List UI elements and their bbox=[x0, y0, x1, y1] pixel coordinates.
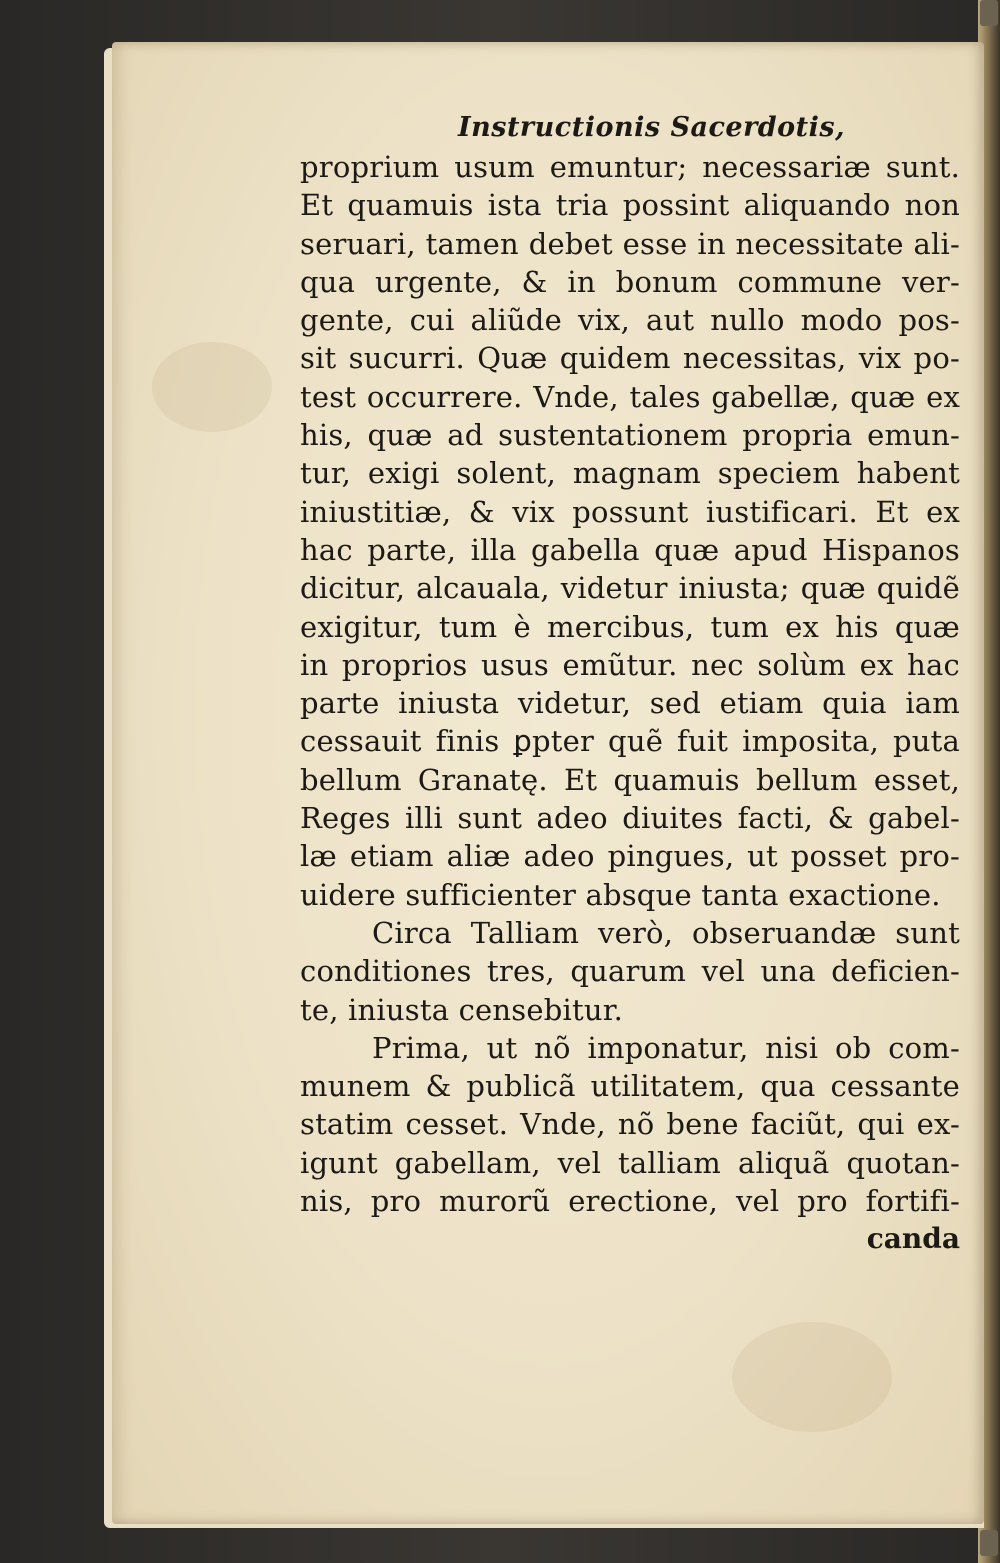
text-line: Prima, ut nõ imponatur, nisi ob com- bbox=[372, 1030, 960, 1065]
text-line: igunt gabellam, vel talliam aliquã quotan- bbox=[300, 1145, 960, 1180]
text-line: cessauit finis ꝑpter quẽ fuit imposita, puta bbox=[300, 724, 960, 759]
text-line: tur, exigi solent, magnam speciem habent bbox=[300, 456, 960, 491]
text-line: seruari, tamen debet esse in necessitate ali- bbox=[300, 226, 960, 261]
text-line: statim cesset. Vnde, nõ bene faciũt, qui ex- bbox=[300, 1107, 960, 1142]
text-line: test occurrere. Vnde, tales gabellæ, quæ ex bbox=[300, 379, 960, 414]
text-line: parte iniusta videtur, sed etiam quia iam bbox=[300, 686, 960, 721]
text-line: proprium usum emuntur; necessariæ sunt. bbox=[300, 150, 960, 184]
text-line: his, quæ ad sustentationem propria emun- bbox=[300, 418, 960, 453]
text-line: dicitur, alcauala, videtur iniusta; quæ quidẽ bbox=[300, 571, 960, 606]
text-line: bellum Granatę. Et quamuis bellum esset, bbox=[300, 762, 960, 797]
text-line: Et quamuis ista tria possint aliquando non bbox=[300, 188, 960, 223]
text-line: iniustitiæ, & vix possunt iustificari. Et ex bbox=[300, 494, 960, 529]
text-line: læ etiam aliæ adeo pingues, ut posset pro- bbox=[300, 839, 960, 874]
text-line: in proprios usus emũtur. nec solùm ex hac bbox=[300, 647, 960, 682]
text-line: hac parte, illa gabella quæ apud Hispanos bbox=[300, 532, 960, 567]
text-line: sit sucurri. Quæ quidem necessitas, vix po- bbox=[300, 341, 960, 376]
text-line: exigitur, tum è mercibus, tum ex his quæ bbox=[300, 609, 960, 644]
text-line: nis, pro murorũ erectione, vel pro fortifi- bbox=[300, 1184, 960, 1219]
running-header: Instructionis Sacerdotis, bbox=[458, 112, 846, 143]
page-text bbox=[300, 108, 960, 1258]
text-line: gente, cui aliũde vix, aut nullo modo pos- bbox=[300, 303, 960, 338]
text-line: conditiones tres, quarum vel una deficien- bbox=[300, 954, 960, 989]
text-line: te, iniusta censebitur. bbox=[300, 992, 623, 1027]
text-line: munem & publicã utilitatem, qua cessante bbox=[300, 1069, 960, 1104]
catchword: canda bbox=[866, 1222, 960, 1256]
text-line: qua urgente, & in bonum commune ver- bbox=[300, 264, 960, 299]
binding-tie bbox=[980, 0, 998, 26]
text-line: Circa Talliam verò, obseruandæ sunt bbox=[372, 915, 960, 950]
paper-stain bbox=[732, 1322, 892, 1432]
binding-tie bbox=[980, 1530, 998, 1556]
paper-stain bbox=[152, 342, 272, 432]
text-line: Reges illi sunt adeo diuites facti, & gabel- bbox=[300, 801, 960, 836]
text-line: uidere sufficienter absque tanta exactione. bbox=[300, 877, 941, 912]
